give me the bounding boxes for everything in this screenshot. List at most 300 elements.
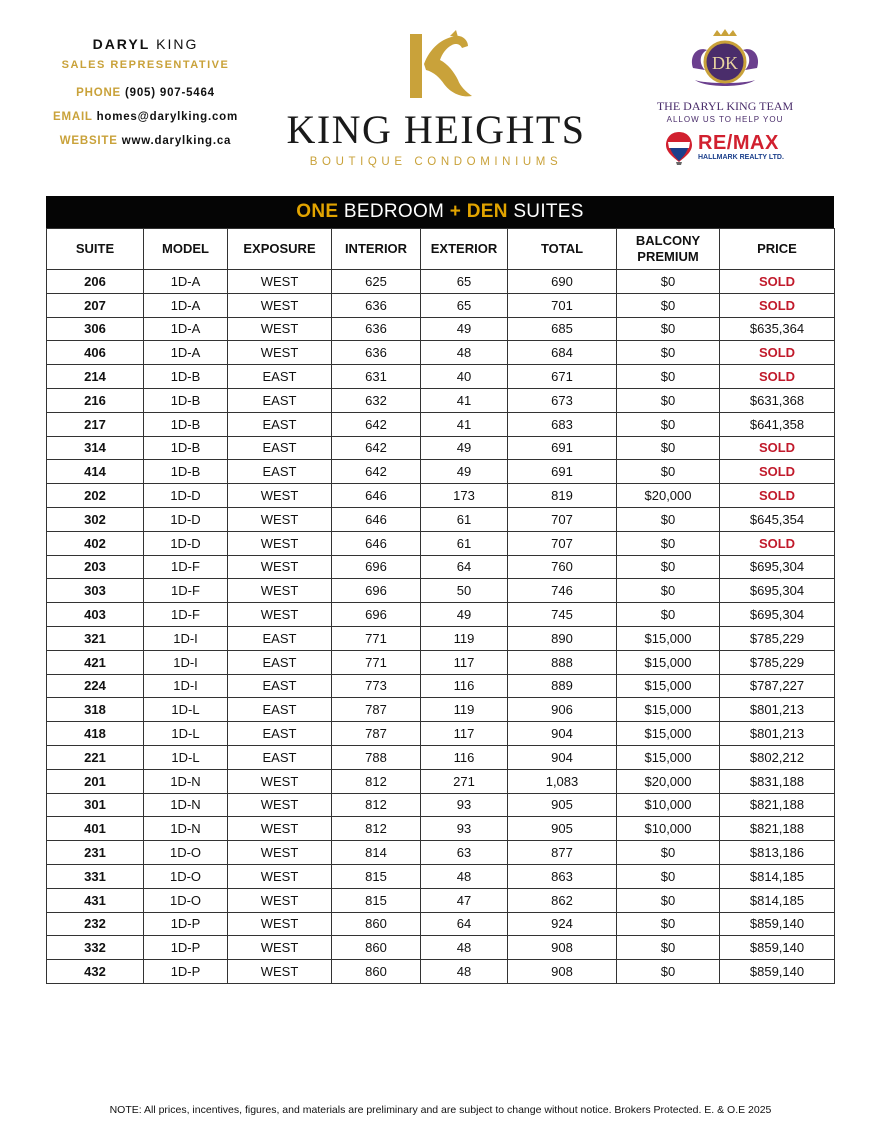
cell-exterior: 63 bbox=[421, 841, 508, 865]
cell-suite: 414 bbox=[47, 460, 144, 484]
cell-price: $695,304 bbox=[720, 579, 835, 603]
cell-exterior: 65 bbox=[421, 270, 508, 294]
cell-exposure: WEST bbox=[228, 864, 332, 888]
cell-balcony-premium: $0 bbox=[617, 888, 720, 912]
cell-total: 707 bbox=[508, 507, 617, 531]
cell-interior: 812 bbox=[332, 793, 421, 817]
table-row bbox=[47, 412, 835, 436]
cell-suite: 403 bbox=[47, 603, 144, 627]
cell-price: SOLD bbox=[720, 531, 835, 555]
table-row bbox=[47, 293, 835, 317]
cell-exposure: WEST bbox=[228, 341, 332, 365]
daryl-king-team-logo bbox=[640, 28, 810, 124]
cell-price: $813,186 bbox=[720, 841, 835, 865]
cell-price: $814,185 bbox=[720, 888, 835, 912]
cell-total: 924 bbox=[508, 912, 617, 936]
cell-total: 863 bbox=[508, 864, 617, 888]
cell-balcony-premium: $0 bbox=[617, 603, 720, 627]
cell-price: $631,368 bbox=[720, 388, 835, 412]
cell-price: $695,304 bbox=[720, 603, 835, 627]
cell-price: $635,364 bbox=[720, 317, 835, 341]
cell-exposure: WEST bbox=[228, 841, 332, 865]
cell-exterior: 49 bbox=[421, 436, 508, 460]
cell-exposure: WEST bbox=[228, 603, 332, 627]
cell-model: 1D-B bbox=[144, 412, 228, 436]
cell-exposure: WEST bbox=[228, 817, 332, 841]
cell-price: SOLD bbox=[720, 293, 835, 317]
cell-exposure: WEST bbox=[228, 531, 332, 555]
cell-balcony-premium: $0 bbox=[617, 960, 720, 984]
cell-interior: 625 bbox=[332, 270, 421, 294]
table-row bbox=[47, 341, 835, 365]
cell-balcony-premium: $15,000 bbox=[617, 650, 720, 674]
cell-interior: 812 bbox=[332, 769, 421, 793]
cell-exterior: 173 bbox=[421, 484, 508, 508]
cell-model: 1D-B bbox=[144, 436, 228, 460]
cell-model: 1D-A bbox=[144, 293, 228, 317]
king-heights-logo bbox=[278, 30, 594, 168]
cell-interior: 696 bbox=[332, 579, 421, 603]
cell-total: 685 bbox=[508, 317, 617, 341]
remax-subtitle: HALLMARK REALTY LTD. bbox=[698, 154, 784, 161]
cell-model: 1D-O bbox=[144, 841, 228, 865]
cell-total: 671 bbox=[508, 365, 617, 389]
cell-price: $801,213 bbox=[720, 698, 835, 722]
agent-phone: PHONE (905) 907-5464 bbox=[76, 87, 215, 99]
cell-interior: 642 bbox=[332, 436, 421, 460]
table-row bbox=[47, 484, 835, 508]
cell-price: $785,229 bbox=[720, 626, 835, 650]
cell-exterior: 93 bbox=[421, 817, 508, 841]
table-row bbox=[47, 698, 835, 722]
cell-total: 684 bbox=[508, 341, 617, 365]
table-row bbox=[47, 650, 835, 674]
cell-model: 1D-N bbox=[144, 793, 228, 817]
cell-balcony-premium: $0 bbox=[617, 460, 720, 484]
cell-interior: 771 bbox=[332, 650, 421, 674]
cell-balcony-premium: $0 bbox=[617, 412, 720, 436]
agent-website: WEBSITE www.darylking.ca bbox=[59, 135, 232, 147]
cell-total: 904 bbox=[508, 722, 617, 746]
table-row bbox=[47, 317, 835, 341]
cell-balcony-premium: $15,000 bbox=[617, 626, 720, 650]
cell-exterior: 119 bbox=[421, 626, 508, 650]
cell-exterior: 271 bbox=[421, 769, 508, 793]
cell-interior: 812 bbox=[332, 817, 421, 841]
horse-k-icon bbox=[396, 30, 476, 102]
team-slogan: ALLOW US TO HELP YOU bbox=[666, 115, 784, 124]
svg-text:DK: DK bbox=[712, 53, 738, 73]
cell-total: 889 bbox=[508, 674, 617, 698]
cell-balcony-premium: $0 bbox=[617, 579, 720, 603]
cell-exterior: 47 bbox=[421, 888, 508, 912]
cell-exposure: WEST bbox=[228, 579, 332, 603]
cell-balcony-premium: $10,000 bbox=[617, 793, 720, 817]
table-body bbox=[47, 270, 835, 984]
table-row bbox=[47, 841, 835, 865]
cell-exposure: WEST bbox=[228, 270, 332, 294]
cell-suite: 401 bbox=[47, 817, 144, 841]
cell-suite: 202 bbox=[47, 484, 144, 508]
cell-exterior: 41 bbox=[421, 412, 508, 436]
cell-balcony-premium: $0 bbox=[617, 507, 720, 531]
table-row bbox=[47, 769, 835, 793]
cell-total: 908 bbox=[508, 936, 617, 960]
cell-model: 1D-A bbox=[144, 270, 228, 294]
email-link[interactable]: homes@darylking.com bbox=[96, 111, 239, 123]
cell-interior: 636 bbox=[332, 341, 421, 365]
cell-exterior: 119 bbox=[421, 698, 508, 722]
cell-exterior: 61 bbox=[421, 531, 508, 555]
cell-exterior: 49 bbox=[421, 460, 508, 484]
cell-exposure: WEST bbox=[228, 888, 332, 912]
cell-model: 1D-B bbox=[144, 365, 228, 389]
cell-balcony-premium: $15,000 bbox=[617, 722, 720, 746]
cell-exterior: 41 bbox=[421, 388, 508, 412]
remax-name: RE/MAX bbox=[698, 132, 779, 154]
cell-total: 862 bbox=[508, 888, 617, 912]
cell-balcony-premium: $0 bbox=[617, 341, 720, 365]
cell-interior: 814 bbox=[332, 841, 421, 865]
agent-name: DARYL KING bbox=[92, 36, 199, 52]
cell-exterior: 116 bbox=[421, 745, 508, 769]
balloon-icon bbox=[664, 130, 694, 166]
table-row bbox=[47, 888, 835, 912]
cell-suite: 421 bbox=[47, 650, 144, 674]
cell-price: $801,213 bbox=[720, 722, 835, 746]
header-exposure: EXPOSURE bbox=[228, 229, 332, 270]
cell-interior: 642 bbox=[332, 460, 421, 484]
cell-balcony-premium: $0 bbox=[617, 841, 720, 865]
cell-model: 1D-P bbox=[144, 912, 228, 936]
cell-exterior: 64 bbox=[421, 912, 508, 936]
cell-exterior: 65 bbox=[421, 293, 508, 317]
cell-suite: 203 bbox=[47, 555, 144, 579]
cell-total: 890 bbox=[508, 626, 617, 650]
cell-price: $802,212 bbox=[720, 745, 835, 769]
table-row bbox=[47, 388, 835, 412]
cell-price: $695,304 bbox=[720, 555, 835, 579]
cell-balcony-premium: $0 bbox=[617, 270, 720, 294]
cell-interior: 787 bbox=[332, 722, 421, 746]
cell-model: 1D-N bbox=[144, 817, 228, 841]
cell-suite: 217 bbox=[47, 412, 144, 436]
cell-interior: 860 bbox=[332, 960, 421, 984]
cell-balcony-premium: $0 bbox=[617, 555, 720, 579]
cell-exterior: 49 bbox=[421, 317, 508, 341]
team-name: THE DARYL KING TEAM bbox=[656, 99, 794, 113]
cell-price: $821,188 bbox=[720, 793, 835, 817]
cell-price: $831,188 bbox=[720, 769, 835, 793]
cell-balcony-premium: $20,000 bbox=[617, 769, 720, 793]
cell-price: SOLD bbox=[720, 341, 835, 365]
cell-total: 690 bbox=[508, 270, 617, 294]
cell-suite: 332 bbox=[47, 936, 144, 960]
cell-exposure: EAST bbox=[228, 674, 332, 698]
cell-interior: 632 bbox=[332, 388, 421, 412]
cell-price: SOLD bbox=[720, 270, 835, 294]
brand-tagline: BOUTIQUE CONDOMINIUMS bbox=[309, 156, 563, 168]
table-header-row bbox=[47, 229, 835, 270]
table-row bbox=[47, 555, 835, 579]
brand-name: KING HEIGHTS bbox=[286, 107, 586, 152]
cell-model: 1D-I bbox=[144, 650, 228, 674]
cell-price: $645,354 bbox=[720, 507, 835, 531]
cell-balcony-premium: $10,000 bbox=[617, 817, 720, 841]
cell-suite: 206 bbox=[47, 270, 144, 294]
cell-model: 1D-P bbox=[144, 936, 228, 960]
table-row bbox=[47, 365, 835, 389]
cell-suite: 331 bbox=[47, 864, 144, 888]
cell-suite: 216 bbox=[47, 388, 144, 412]
cell-interior: 773 bbox=[332, 674, 421, 698]
cell-interior: 815 bbox=[332, 864, 421, 888]
cell-exposure: EAST bbox=[228, 460, 332, 484]
cell-interior: 771 bbox=[332, 626, 421, 650]
cell-total: 819 bbox=[508, 484, 617, 508]
cell-model: 1D-I bbox=[144, 626, 228, 650]
table-row bbox=[47, 270, 835, 294]
cell-interior: 788 bbox=[332, 745, 421, 769]
agent-role: SALES REPRESENTATIVE bbox=[61, 59, 230, 71]
footer-note: NOTE: All prices, incentives, figures, and materials are preliminary and are subject to change without notice. Brokers Protected. E. & O.E 2025 bbox=[109, 1104, 772, 1116]
cell-model: 1D-B bbox=[144, 388, 228, 412]
cell-balcony-premium: $0 bbox=[617, 365, 720, 389]
cell-total: 906 bbox=[508, 698, 617, 722]
table-row bbox=[47, 674, 835, 698]
table-row bbox=[47, 436, 835, 460]
cell-balcony-premium: $15,000 bbox=[617, 698, 720, 722]
cell-exposure: EAST bbox=[228, 698, 332, 722]
cell-balcony-premium: $15,000 bbox=[617, 745, 720, 769]
cell-exterior: 48 bbox=[421, 864, 508, 888]
cell-interior: 815 bbox=[332, 888, 421, 912]
cell-interior: 631 bbox=[332, 365, 421, 389]
cell-total: 683 bbox=[508, 412, 617, 436]
cell-interior: 787 bbox=[332, 698, 421, 722]
cell-price: $859,140 bbox=[720, 936, 835, 960]
cell-exposure: WEST bbox=[228, 507, 332, 531]
cell-exposure: WEST bbox=[228, 793, 332, 817]
cell-total: 760 bbox=[508, 555, 617, 579]
header-model: MODEL bbox=[144, 229, 228, 270]
cell-model: 1D-D bbox=[144, 484, 228, 508]
cell-exposure: EAST bbox=[228, 626, 332, 650]
cell-balcony-premium: $0 bbox=[617, 912, 720, 936]
cell-suite: 214 bbox=[47, 365, 144, 389]
cell-suite: 231 bbox=[47, 841, 144, 865]
table-row bbox=[47, 603, 835, 627]
cell-exterior: 61 bbox=[421, 507, 508, 531]
cell-interior: 860 bbox=[332, 912, 421, 936]
cell-suite: 303 bbox=[47, 579, 144, 603]
cell-interior: 646 bbox=[332, 531, 421, 555]
cell-total: 904 bbox=[508, 745, 617, 769]
cell-model: 1D-B bbox=[144, 460, 228, 484]
cell-total: 905 bbox=[508, 793, 617, 817]
cell-exposure: WEST bbox=[228, 317, 332, 341]
cell-total: 691 bbox=[508, 436, 617, 460]
table-row bbox=[47, 960, 835, 984]
table-row bbox=[47, 460, 835, 484]
cell-model: 1D-D bbox=[144, 531, 228, 555]
cell-total: 888 bbox=[508, 650, 617, 674]
cell-total: 746 bbox=[508, 579, 617, 603]
cell-balcony-premium: $15,000 bbox=[617, 674, 720, 698]
cell-suite: 432 bbox=[47, 960, 144, 984]
cell-interior: 646 bbox=[332, 507, 421, 531]
cell-suite: 306 bbox=[47, 317, 144, 341]
header-total: TOTAL bbox=[508, 229, 617, 270]
header-balcony-premium: BALCONY PREMIUM bbox=[617, 229, 720, 270]
cell-exterior: 116 bbox=[421, 674, 508, 698]
cell-model: 1D-D bbox=[144, 507, 228, 531]
cell-exposure: EAST bbox=[228, 722, 332, 746]
cell-total: 701 bbox=[508, 293, 617, 317]
cell-exposure: WEST bbox=[228, 960, 332, 984]
table-row bbox=[47, 936, 835, 960]
header-suite: SUITE bbox=[47, 229, 144, 270]
cell-price: SOLD bbox=[720, 365, 835, 389]
cell-exterior: 50 bbox=[421, 579, 508, 603]
cell-model: 1D-I bbox=[144, 674, 228, 698]
table-title-banner: ONE BEDROOM + DEN SUITES bbox=[46, 196, 834, 228]
cell-balcony-premium: $0 bbox=[617, 293, 720, 317]
cell-price: SOLD bbox=[720, 436, 835, 460]
cell-balcony-premium: $0 bbox=[617, 317, 720, 341]
table-row bbox=[47, 626, 835, 650]
table-row bbox=[47, 912, 835, 936]
cell-suite: 318 bbox=[47, 698, 144, 722]
cell-model: 1D-L bbox=[144, 698, 228, 722]
cell-price: SOLD bbox=[720, 484, 835, 508]
cell-model: 1D-F bbox=[144, 603, 228, 627]
cell-model: 1D-N bbox=[144, 769, 228, 793]
cell-exposure: WEST bbox=[228, 936, 332, 960]
cell-suite: 402 bbox=[47, 531, 144, 555]
cell-model: 1D-F bbox=[144, 555, 228, 579]
table-row bbox=[47, 579, 835, 603]
cell-exposure: WEST bbox=[228, 484, 332, 508]
cell-exterior: 117 bbox=[421, 722, 508, 746]
cell-balcony-premium: $20,000 bbox=[617, 484, 720, 508]
cell-exposure: WEST bbox=[228, 912, 332, 936]
cell-balcony-premium: $0 bbox=[617, 388, 720, 412]
cell-exposure: EAST bbox=[228, 365, 332, 389]
cell-total: 905 bbox=[508, 817, 617, 841]
cell-total: 691 bbox=[508, 460, 617, 484]
crest-icon bbox=[685, 28, 765, 92]
cell-suite: 201 bbox=[47, 769, 144, 793]
cell-exposure: WEST bbox=[228, 293, 332, 317]
cell-exterior: 48 bbox=[421, 960, 508, 984]
table-row bbox=[47, 817, 835, 841]
cell-price: $859,140 bbox=[720, 960, 835, 984]
cell-interior: 696 bbox=[332, 603, 421, 627]
cell-price: $859,140 bbox=[720, 912, 835, 936]
cell-exterior: 49 bbox=[421, 603, 508, 627]
table-row bbox=[47, 531, 835, 555]
cell-total: 908 bbox=[508, 960, 617, 984]
cell-model: 1D-P bbox=[144, 960, 228, 984]
remax-logo bbox=[664, 130, 824, 170]
pricing-table-section bbox=[46, 196, 834, 984]
header-interior: INTERIOR bbox=[332, 229, 421, 270]
table-row bbox=[47, 722, 835, 746]
cell-interior: 860 bbox=[332, 936, 421, 960]
cell-interior: 696 bbox=[332, 555, 421, 579]
cell-suite: 418 bbox=[47, 722, 144, 746]
agent-contact bbox=[38, 36, 253, 159]
cell-exposure: EAST bbox=[228, 650, 332, 674]
cell-price: $641,358 bbox=[720, 412, 835, 436]
cell-model: 1D-L bbox=[144, 722, 228, 746]
cell-exposure: WEST bbox=[228, 555, 332, 579]
cell-total: 1,083 bbox=[508, 769, 617, 793]
cell-total: 673 bbox=[508, 388, 617, 412]
cell-suite: 232 bbox=[47, 912, 144, 936]
cell-balcony-premium: $0 bbox=[617, 936, 720, 960]
cell-exterior: 64 bbox=[421, 555, 508, 579]
cell-price: $814,185 bbox=[720, 864, 835, 888]
cell-suite: 302 bbox=[47, 507, 144, 531]
cell-interior: 636 bbox=[332, 317, 421, 341]
cell-exterior: 48 bbox=[421, 341, 508, 365]
cell-total: 707 bbox=[508, 531, 617, 555]
cell-suite: 321 bbox=[47, 626, 144, 650]
cell-exterior: 117 bbox=[421, 650, 508, 674]
cell-model: 1D-A bbox=[144, 317, 228, 341]
cell-balcony-premium: $0 bbox=[617, 436, 720, 460]
cell-interior: 646 bbox=[332, 484, 421, 508]
cell-suite: 207 bbox=[47, 293, 144, 317]
cell-exposure: EAST bbox=[228, 436, 332, 460]
cell-total: 877 bbox=[508, 841, 617, 865]
cell-balcony-premium: $0 bbox=[617, 531, 720, 555]
pricing-table bbox=[46, 228, 835, 984]
cell-exposure: WEST bbox=[228, 769, 332, 793]
cell-interior: 642 bbox=[332, 412, 421, 436]
agent-email: EMAIL homes@darylking.com bbox=[52, 111, 239, 123]
cell-model: 1D-O bbox=[144, 888, 228, 912]
header-exterior: EXTERIOR bbox=[421, 229, 508, 270]
cell-exterior: 93 bbox=[421, 793, 508, 817]
cell-suite: 224 bbox=[47, 674, 144, 698]
table-row bbox=[47, 793, 835, 817]
cell-exposure: EAST bbox=[228, 412, 332, 436]
cell-suite: 301 bbox=[47, 793, 144, 817]
cell-suite: 431 bbox=[47, 888, 144, 912]
cell-price: $821,188 bbox=[720, 817, 835, 841]
cell-suite: 406 bbox=[47, 341, 144, 365]
website-link[interactable]: www.darylking.ca bbox=[121, 135, 232, 147]
cell-price: $787,227 bbox=[720, 674, 835, 698]
cell-total: 745 bbox=[508, 603, 617, 627]
table-row bbox=[47, 507, 835, 531]
table-row bbox=[47, 745, 835, 769]
header-price: PRICE bbox=[720, 229, 835, 270]
cell-price: $785,229 bbox=[720, 650, 835, 674]
cell-model: 1D-L bbox=[144, 745, 228, 769]
cell-suite: 314 bbox=[47, 436, 144, 460]
cell-exterior: 40 bbox=[421, 365, 508, 389]
cell-exposure: EAST bbox=[228, 745, 332, 769]
cell-model: 1D-O bbox=[144, 864, 228, 888]
cell-balcony-premium: $0 bbox=[617, 864, 720, 888]
cell-exposure: EAST bbox=[228, 388, 332, 412]
cell-exterior: 48 bbox=[421, 936, 508, 960]
cell-suite: 221 bbox=[47, 745, 144, 769]
